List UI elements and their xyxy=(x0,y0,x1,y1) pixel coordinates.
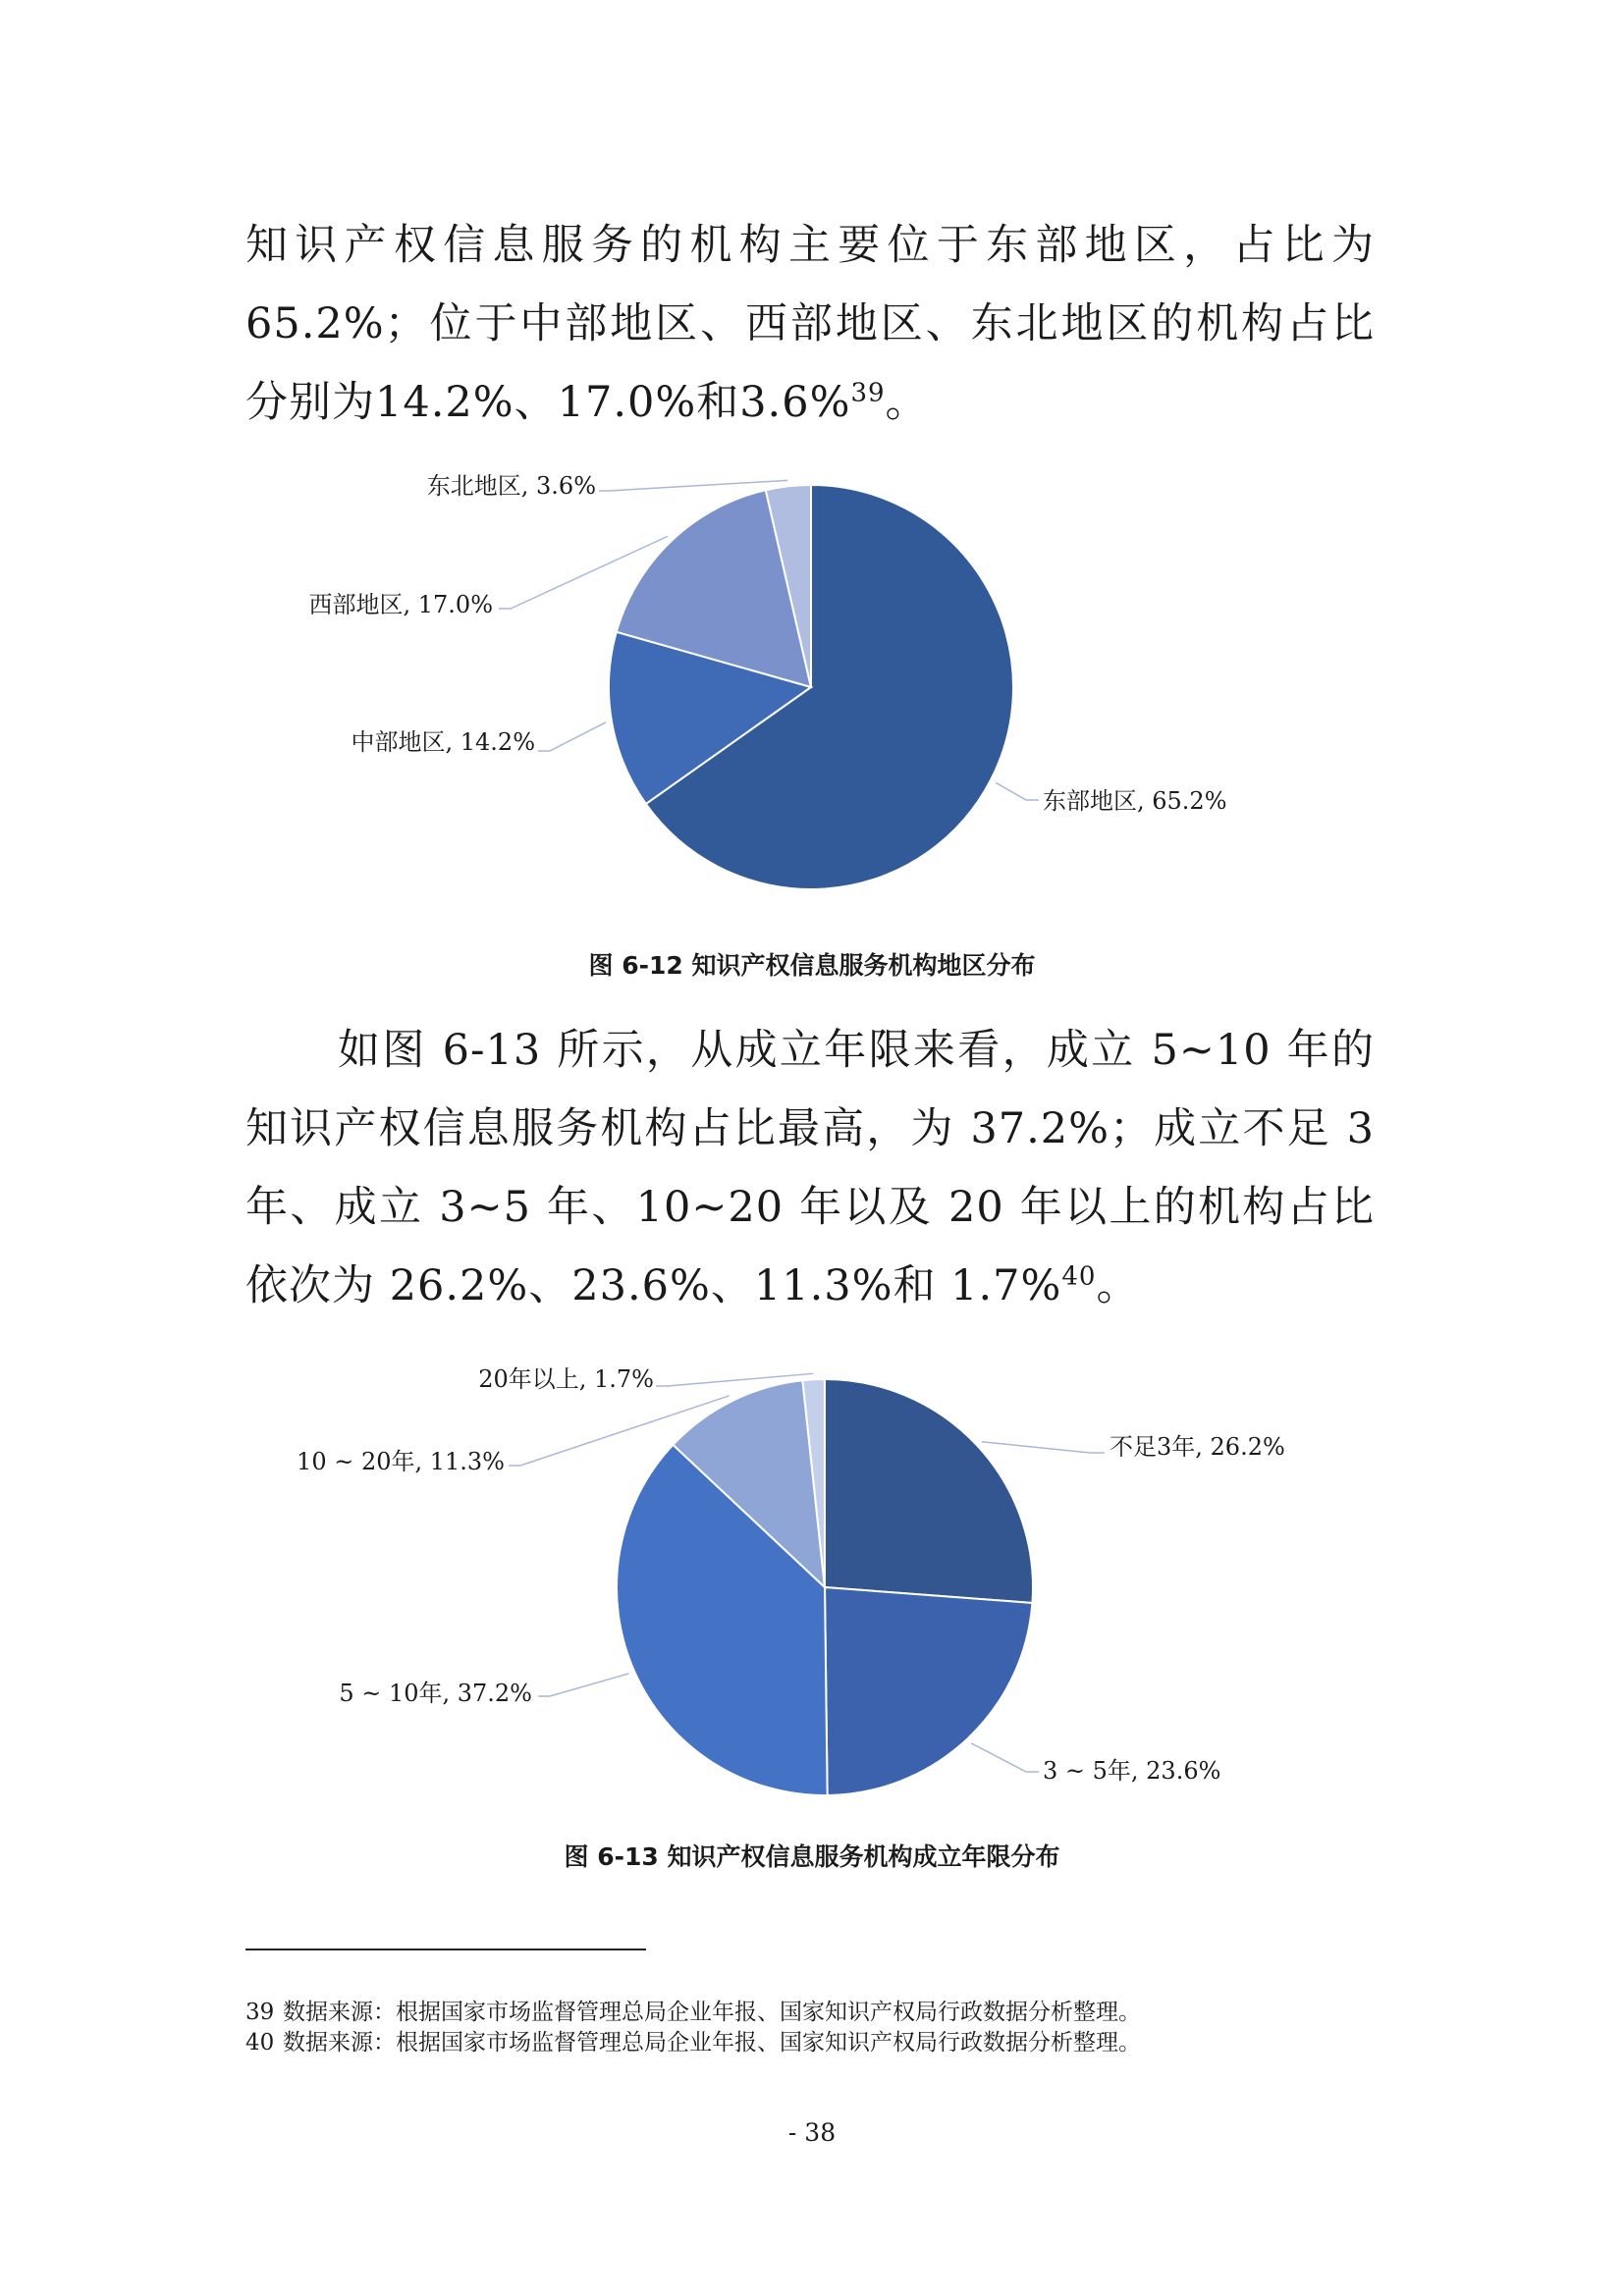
pie2-data-label-2: 5 ~ 10年, 37.2% xyxy=(339,1680,532,1707)
footnote-text: 数据来源：根据国家市场监督管理总局企业年报、国家知识产权局行政数据分析整理。 xyxy=(283,2000,1141,2025)
pie1-data-label-2: 西部地区, 17.0% xyxy=(308,591,493,618)
pie2-leader-line-2 xyxy=(538,1674,628,1696)
footnote-number: 40 xyxy=(245,2030,275,2056)
page-number: - 38 xyxy=(787,2118,837,2147)
pie2-data-label-4: 20年以上, 1.7% xyxy=(478,1365,654,1393)
footnote-40 xyxy=(245,2028,1141,2057)
paragraph-1-text: 知识产权信息服务的机构主要位于东部地区，占比为65.2%；位于中部地区、西部地区、东北地区的机构占比分别为14.2%、17.0%和3.6% xyxy=(245,221,1375,427)
pie1-data-label-1: 中部地区, 14.2% xyxy=(351,728,535,756)
footnote-separator xyxy=(245,1949,646,1950)
footnote-39 xyxy=(245,1998,1141,2027)
pie2-data-label-0: 不足3年, 26.2% xyxy=(1110,1433,1285,1461)
footnote-number: 39 xyxy=(245,2000,275,2025)
footnote-text: 数据来源：根据国家市场监督管理总局企业年报、国家知识产权局行政数据分析整理。 xyxy=(283,2030,1141,2056)
footnote-ref-40[interactable]: 40 xyxy=(1061,1261,1097,1292)
paragraph-1-end: 。 xyxy=(885,378,929,427)
pie2-leader-line-0 xyxy=(982,1442,1105,1453)
figure-caption-6-13: 图 6-13 知识产权信息服务机构成立年限分布 xyxy=(564,1842,1060,1871)
pie1-data-label-0: 东部地区, 65.2% xyxy=(1043,787,1227,815)
pie2-leader-line-1 xyxy=(971,1743,1039,1772)
pie2-data-label-1: 3 ~ 5年, 23.6% xyxy=(1043,1757,1221,1785)
footnote-ref-39[interactable]: 39 xyxy=(850,378,886,408)
paragraph-2-end: 。 xyxy=(1096,1261,1140,1310)
pie2-data-label-3: 10 ~ 20年, 11.3% xyxy=(297,1448,505,1475)
pie2-slice-0 xyxy=(825,1379,1033,1603)
pie1-data-label-3: 东北地区, 3.6% xyxy=(426,472,596,500)
paragraph-2-text: 如图 6-13 所示，从成立年限来看，成立 5~10 年的知识产权信息服务机构占比最高，为 37.2%；成立不足 3 年、成立 3~5 年、10~20 年以及 20 年以上的机构占比依次为 26.2%、23.6%、11.3%和 1.7% xyxy=(245,1026,1375,1310)
figure-caption-6-12: 图 6-12 知识产权信息服务机构地区分布 xyxy=(588,951,1036,980)
pie2-slice-1 xyxy=(825,1587,1032,1795)
